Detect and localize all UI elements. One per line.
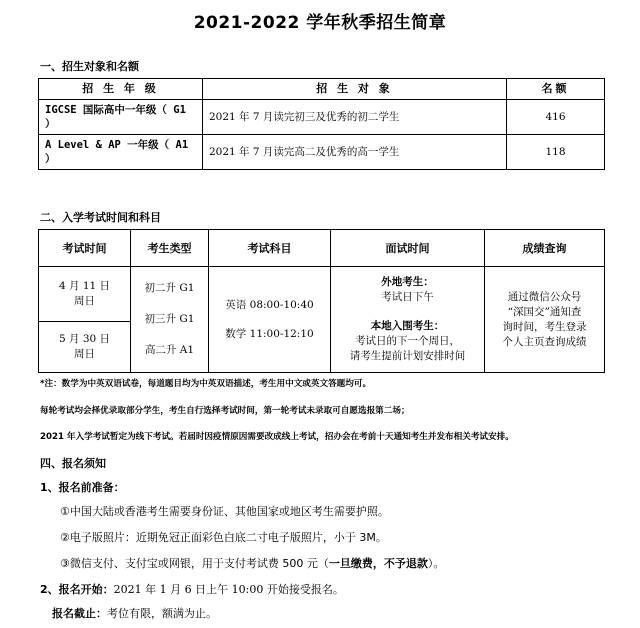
header-quota: 名额 [507,79,605,100]
refund-warning: 一旦缴费，不予退款 [328,557,428,570]
date-text: 4 月 11 日 [58,280,111,292]
subject-time: 数学 11:00-12:10 [225,327,314,340]
local-label: 本地入围考生： [370,320,445,332]
table-row [39,135,605,170]
header-candidate-type: 考生类型 [131,230,209,267]
out-of-town-label: 外地考生： [381,276,434,288]
enrollment-table [38,78,605,170]
results-text: 个人主页查询成绩 [502,335,587,348]
start-label: 2、报名开始： [40,583,114,596]
header-results: 成绩查询 [485,230,605,267]
end-text: 考位有限，额满为止。 [107,607,217,620]
section1-heading: 一、招生对象和名额 [40,60,139,73]
interview-cell [331,267,485,373]
date-text: 5 月 30 日 [58,333,111,345]
quota-cell: 118 [507,135,605,170]
header-exam-time: 考试时间 [39,230,131,267]
target-cell: 2021 年 7 月读完初三及优秀的初二学生 [203,100,507,135]
end-label: 报名截止： [52,607,107,620]
weekday-text: 周日 [74,348,95,360]
note-math: *注：数学为中英双语试卷，每道题目均为中英双语描述，考生用中文或英文答题均可。 [40,379,372,389]
start-text: 2021 年 1 月 6 日上午 10:00 开始接受报名。 [113,583,344,596]
document-title: 2021-2022 学年秋季招生简章 [193,13,447,33]
candidate-type: 初三升 G1 [144,313,195,325]
weekday-text: 周日 [74,295,95,307]
section4-heading: 四、报名须知 [40,457,106,470]
candidate-type: 初二升 G1 [144,282,195,294]
prep-item-3-end: ）。 [427,557,445,570]
prep-title: 1、报名前准备： [40,481,125,494]
results-text: “深国交”通知查 [507,305,582,318]
prep-item-2: ②电子版照片：近期免冠正面彩色白底二寸电子版照片，小于 3M。 [60,531,387,544]
exam-date-2 [39,322,131,373]
results-text: 询时间，考生登录 [502,320,587,333]
registration-start [40,581,344,597]
candidate-type: 高二升 A1 [144,344,195,356]
table-row [39,267,605,322]
header-target: 招 生 对 象 [203,79,507,100]
quota-cell: 416 [507,100,605,135]
note-offline: 2021 年入学考试暂定为线下考试。若届时因疫情原因需要改成线上考试，招办会在考前十天通知考生并发布相关考试安排。 [40,432,514,442]
table-row [39,100,605,135]
header-grade: 招 生 年 级 [39,79,203,100]
candidate-types-cell [131,267,209,373]
header-interview: 面试时间 [331,230,485,267]
results-text: 通过微信公众号 [507,290,582,303]
prep-item-3-text: ③微信支付、支付宝或网银，用于支付考试费 500 元（ [60,557,329,570]
local-text: 考试日的下一个周日， [355,335,460,347]
subject-time: 英语 08:00-10:40 [225,298,314,311]
subjects-cell [209,267,331,373]
prep-item-1: ①中国大陆或香港考生需要身份证、其他国家或地区考生需要护照。 [60,505,389,518]
out-of-town-text: 考试日下午 [381,291,434,303]
table-header-row [39,79,605,100]
results-cell [485,267,605,373]
grade-cell: IGCSE 国际高中一年级（ G1 ） [39,100,203,135]
local-text: 请考生提前计划安排时间 [349,350,466,362]
registration-end [52,605,217,621]
prep-item-3 [60,555,444,571]
exam-date-1 [39,267,131,322]
exam-table [38,229,605,373]
note-rounds: 每轮考试均会择优录取部分学生，考生自行选择考试时间，第一轮考试未录取可自愿选报第二场； [40,406,410,416]
header-subjects: 考试科目 [209,230,331,267]
grade-cell: A Level & AP 一年级（ A1 ） [39,135,203,170]
target-cell: 2021 年 7 月读完高二及优秀的高一学生 [203,135,507,170]
table-header-row [39,230,605,267]
section2-heading: 二、入学考试时间和科目 [40,211,161,224]
